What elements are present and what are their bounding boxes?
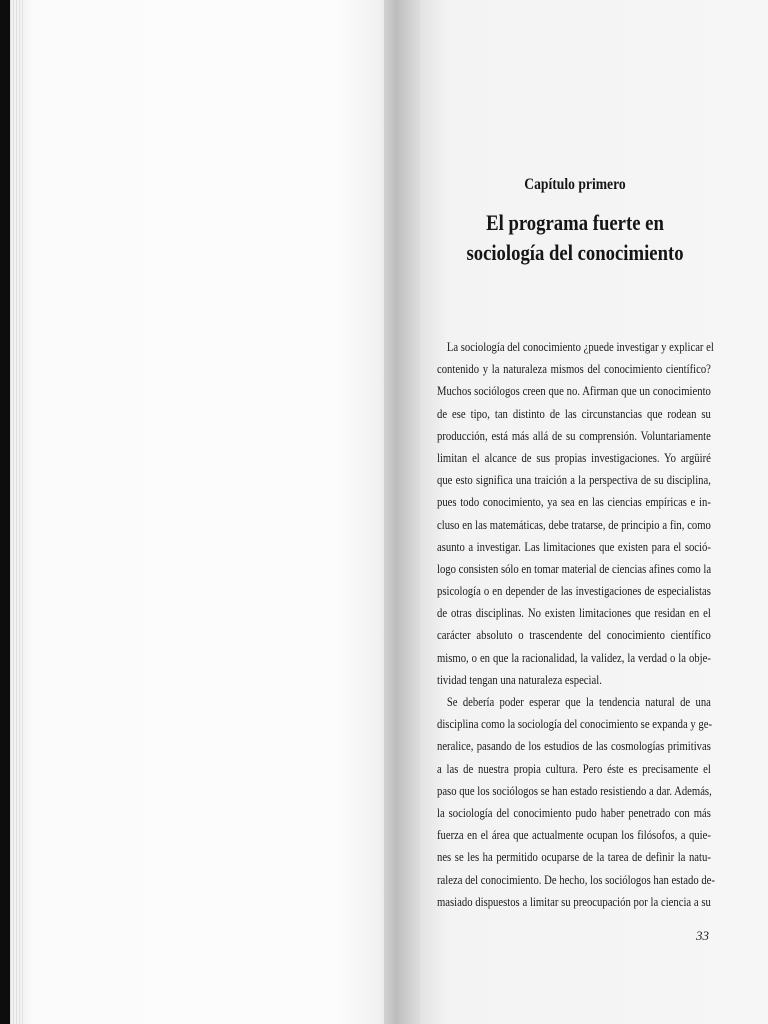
- text-line: mismo, o en que la racionalidad, la validez, la verdad o la obje-: [437, 649, 711, 665]
- chapter-label: Capítulo primero: [524, 176, 626, 193]
- page-number: 33: [696, 928, 709, 943]
- text-line: La sociología del conocimiento ¿puede investigar y explicar el: [446, 339, 714, 354]
- text-line: producción, está más allá de su comprensión. Voluntariamente: [437, 427, 711, 443]
- text-line: limitan el alcance de sus propias investigaciones. Yo argüiré: [437, 449, 711, 465]
- text-line: de otras disciplinas. No existen limitaciones que residan en el: [437, 605, 711, 621]
- text-line: neralice, pasando de los estudios de las cosmologías primitivas: [437, 738, 711, 754]
- text-line: que esto significa una traición a la perspectiva de su disciplina,: [437, 472, 711, 488]
- text-line: carácter absoluto o trascendente del conocimiento científico: [437, 627, 711, 643]
- page-edges: [10, 0, 24, 1024]
- text-line: contenido y la naturaleza mismos del conocimiento científico?: [437, 361, 711, 377]
- text-line: paso que los sociólogos se han estado resistiendo a dar. Además,: [437, 782, 712, 798]
- text-line: cluso en las matemáticas, debe tratarse, de principio a fin, como: [437, 516, 711, 532]
- chapter-body-text: [437, 336, 715, 913]
- text-line: masiado dispuestos a limitar su preocupación por la ciencia a su: [437, 893, 711, 909]
- text-line: nes se les ha permitido ocuparse de la tarea de definir la natu-: [437, 849, 711, 865]
- text-line: a las de nuestra propia cultura. Pero éste es precisamente el: [437, 760, 711, 776]
- text-line: raleza del conocimiento. De hecho, los sociólogos han estado de-: [437, 871, 715, 887]
- chapter-title-line-1: El programa fuerte en: [486, 210, 664, 235]
- text-line: asunto a investigar. Las limitaciones que existen para el soció-: [437, 538, 711, 554]
- chapter-title-line-2: sociología del conocimiento: [466, 240, 684, 265]
- text-line: logo consisten sólo en tomar material de ciencias afines como la: [437, 560, 712, 576]
- text-line: fuerza en el área que actualmente ocupan los filósofos, a quie-: [437, 827, 711, 843]
- text-line: disciplina como la sociología del conocimiento se expanda y ge-: [437, 716, 713, 732]
- text-line: psicología o en depender de las investigaciones de especialistas: [437, 583, 711, 599]
- text-line: de ese tipo, tan distinto de las circunstancias que rodean su: [437, 405, 711, 421]
- chapter-header: [440, 176, 710, 268]
- text-line: Se debería poder esperar que la tendencia natural de una: [446, 694, 711, 709]
- left-page-blank: [10, 0, 394, 1024]
- text-line: pues todo conocimiento, ya sea en las ciencias empíricas e in-: [437, 494, 711, 510]
- text-line: Muchos sociólogos creen que no. Afirman que un conocimiento: [437, 383, 711, 399]
- text-line: tividad tengan una naturaleza especial.: [437, 671, 602, 687]
- text-line: la sociología del conocimiento pudo haber penetrado con más: [437, 804, 711, 820]
